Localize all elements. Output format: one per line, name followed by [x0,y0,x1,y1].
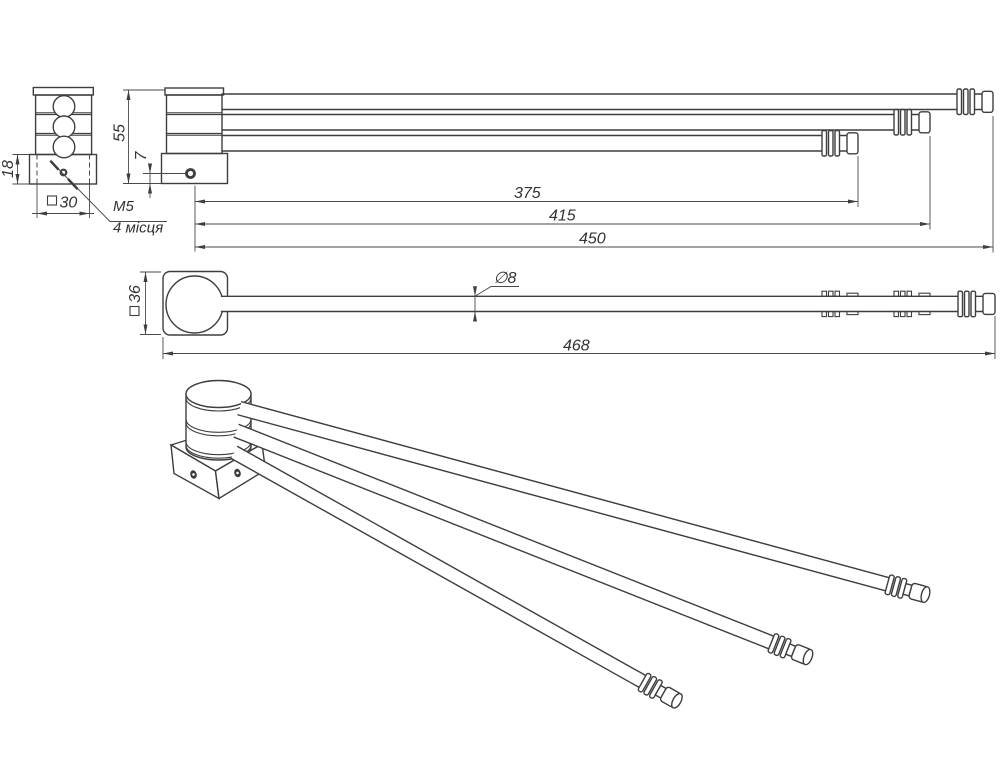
dim-375 [195,156,858,207]
front-swivel-block [30,88,97,185]
dim-415-label: 415 [549,207,576,225]
front-cap [33,88,93,96]
side-view [112,88,994,253]
arm-2-tip [894,110,930,136]
top-arm-rod [222,296,959,312]
dim-7 [133,150,152,198]
dim-dia8-label: ∅8 [493,270,517,287]
dim-36 [127,272,161,335]
square-symbol [48,196,57,205]
dim-30 [32,184,94,218]
side-cap [165,88,224,95]
top-swivel-cylinder [166,276,223,333]
dim-375-label: 375 [514,185,541,202]
dim-30-label: 30 [59,194,78,212]
top-arm-tip [958,291,995,317]
iso-arm-3-tip [638,673,686,712]
side-screw-hole [187,170,195,178]
dim-55 [112,90,166,184]
top-view [127,270,995,359]
thread-places-note: 4 місця [113,219,164,237]
dim-450-label: 450 [579,230,606,248]
side-arm-3 [222,131,858,157]
side-body [167,95,223,154]
dim-7-label: 7 [133,151,150,161]
arm-1-tip [957,89,993,115]
front-swivel-rings [53,96,75,158]
iso-arm-2-tip [768,633,816,668]
side-arm-1 [222,89,993,115]
iso-arm-1-tip [885,575,932,606]
front-view [0,88,167,237]
dim-36-label: 36 [127,285,144,303]
thread-label: M5 [113,198,134,215]
square-symbol [130,307,139,316]
dim-18 [0,155,30,185]
side-disc-separators [167,113,223,135]
dim-18-label: 18 [0,160,17,178]
dim-55-label: 55 [111,124,129,142]
arm-3-tip [822,131,858,157]
side-base-plate [162,154,228,184]
iso-view [171,381,932,712]
dim-468-label: 468 [563,337,590,355]
side-swivel-block [143,88,228,184]
dim-415 [195,136,930,230]
dim-450 [195,116,993,253]
dim-468 [163,316,995,359]
